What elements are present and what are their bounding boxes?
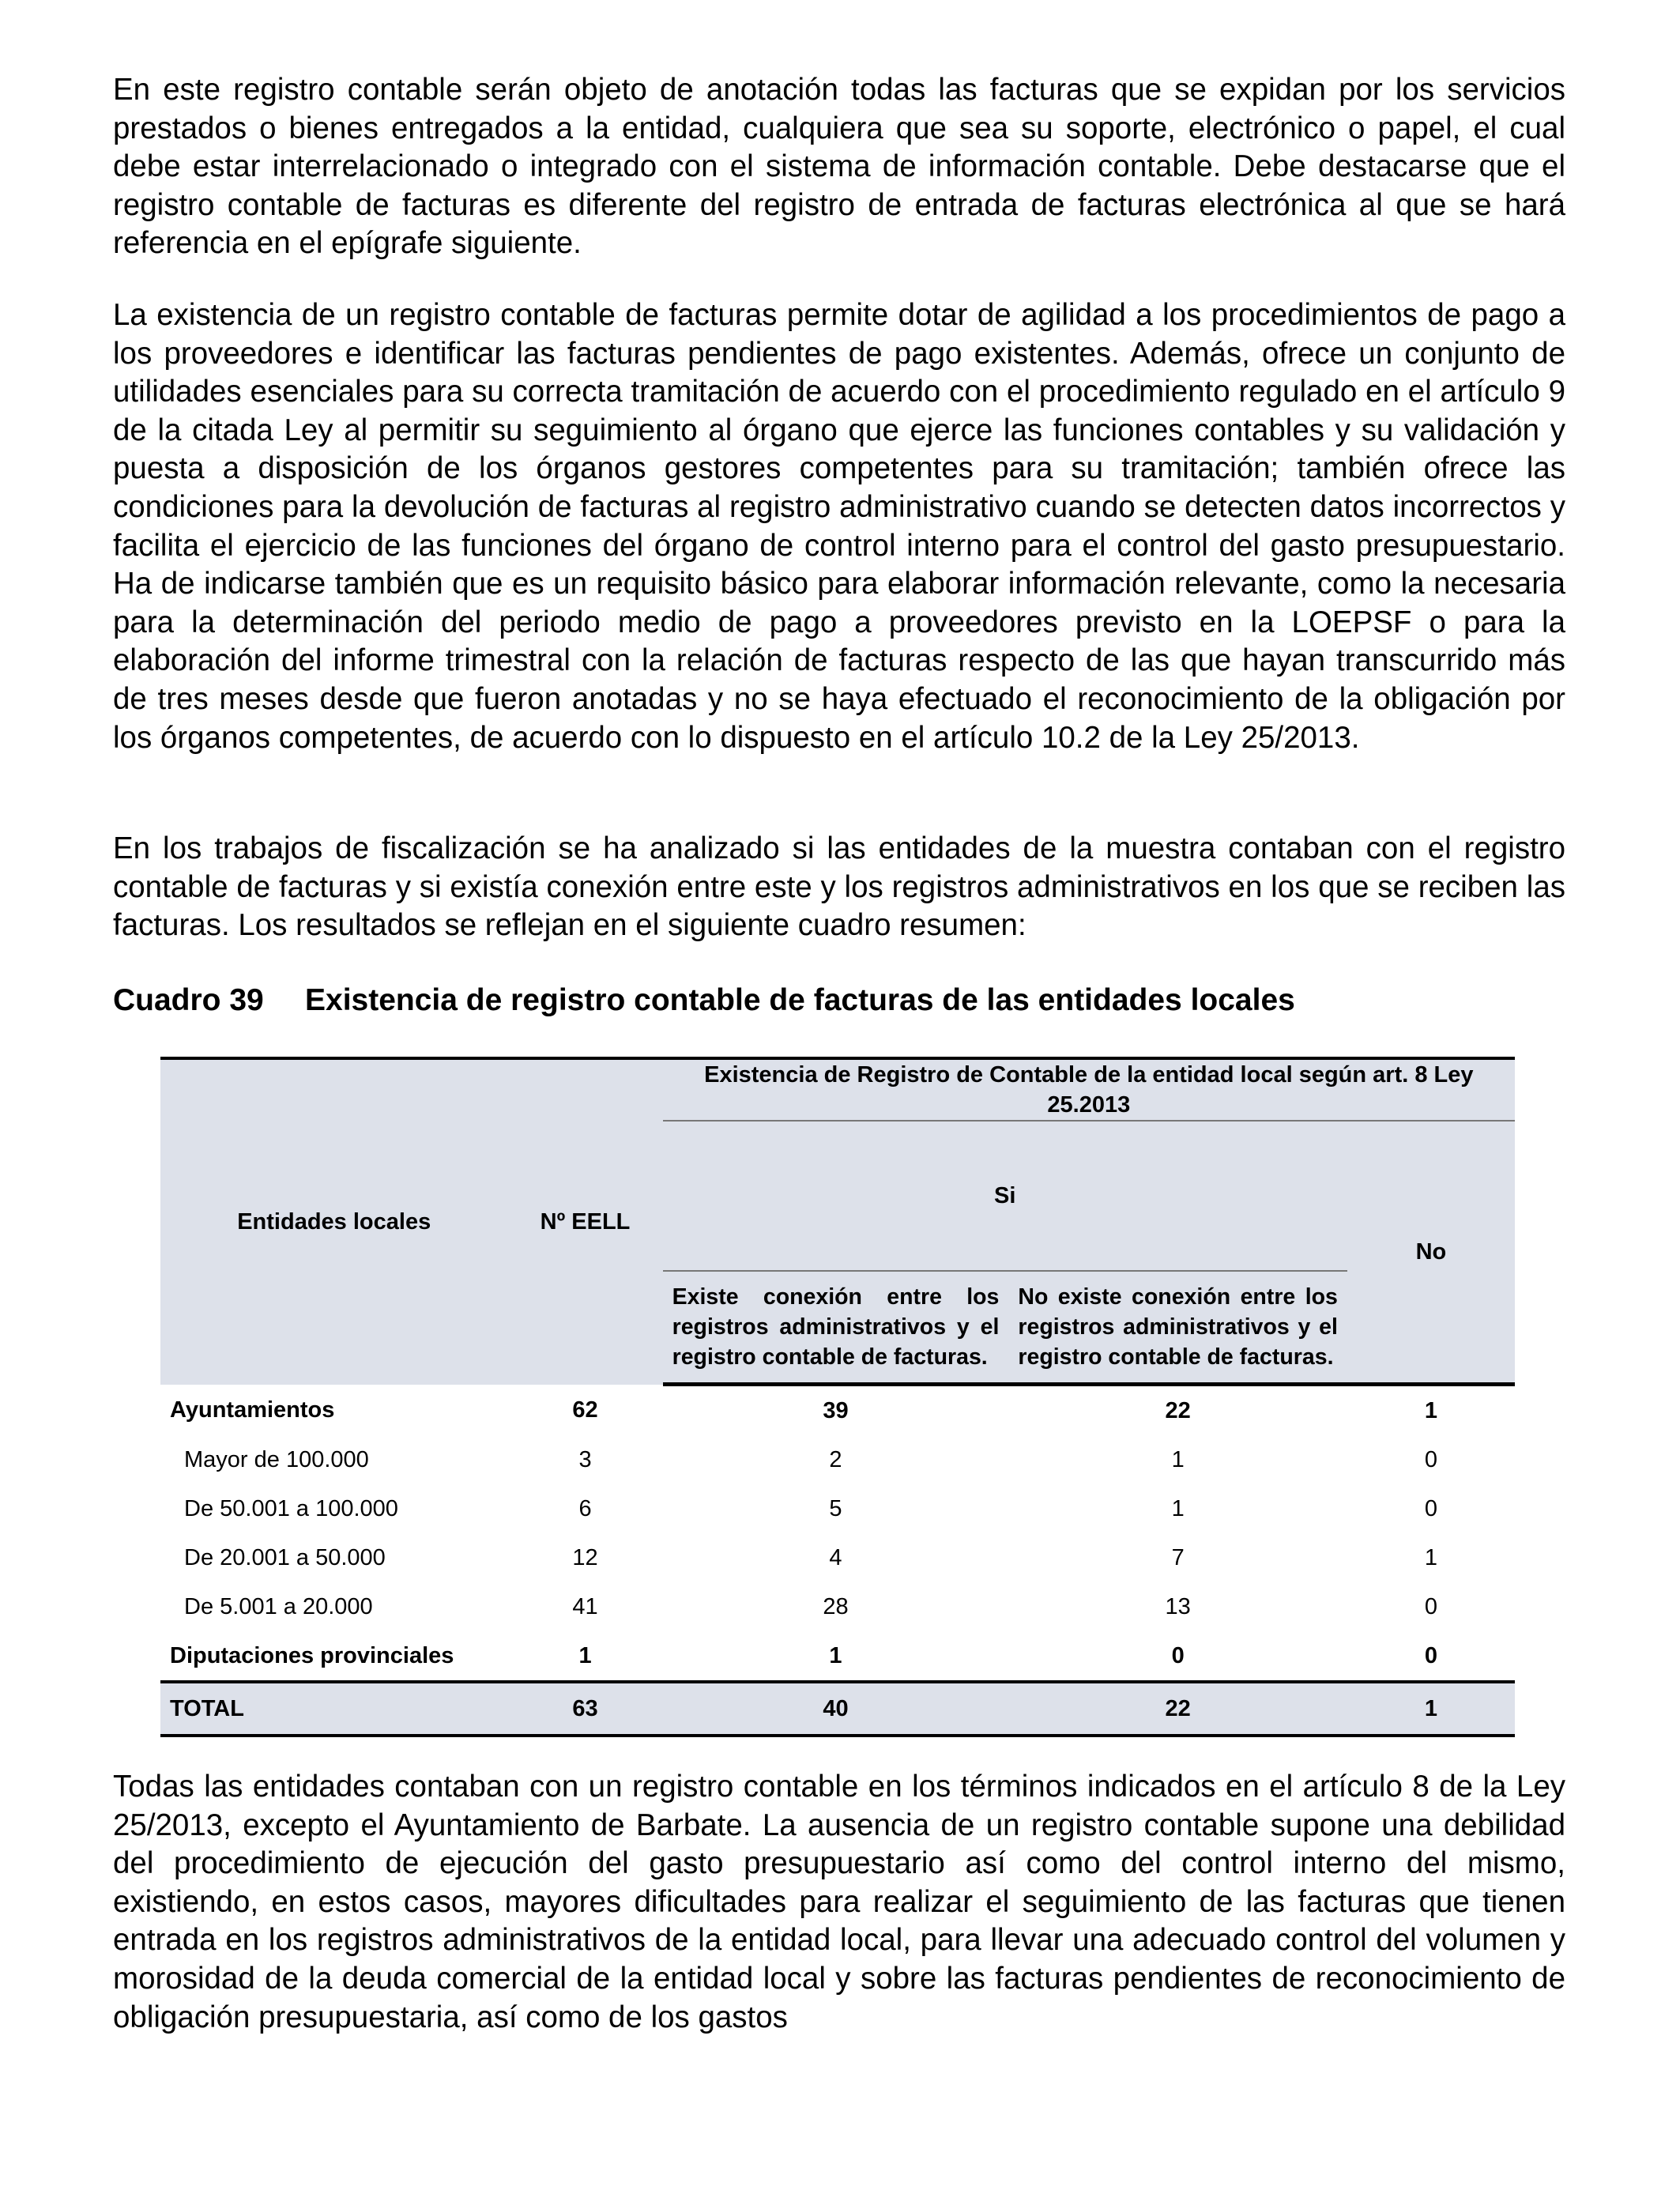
cell-n-eell: 62 <box>572 1397 598 1423</box>
total-label: TOTAL <box>160 1682 507 1736</box>
cell-sin-conexion: 1 <box>1171 1447 1185 1472</box>
cell-con-conexion: 1 <box>663 1631 1009 1682</box>
header-existencia: Existencia de Registro de Contable de la entidad local según art. 8 Ley 25.2013 <box>663 1058 1515 1121</box>
table-row <box>160 1484 1515 1533</box>
cell-no: 0 <box>1347 1631 1515 1682</box>
table-row <box>160 1582 1515 1631</box>
table-total <box>160 1682 1515 1736</box>
paragraph-existencia-registro: La existencia de un registro contable de facturas permite dotar de agilidad a los procedimientos de pago a los proveedores e identificar las facturas pendientes de pago existentes. Además, ofrece un conjunto de utilidades esenciales para su correcta tramitación de acuerdo con el procedimiento regulado en el artículo 9 de la citada Ley al permitir su seguimiento al órgano que ejerce las funciones contables y su validación y puesta a disposición de los órganos gestores competentes para su tramitación; también ofrece las condiciones para la devolución de facturas al registro administrativo cuando se detecten datos incorrectos y facilita el ejercicio de las funciones del órgano de control interno para el control del gasto presupuestario. Ha de indicarse también que es un requisito básico para elaborar información relevante, como la necesaria para la determinación del periodo medio de pago a proveedores previsto en la LOEPSF o para la elaboración del informe trimestral con la relación de facturas respecto de las que hayan transcurrido más de tres meses desde que fueron anotadas y no se haya efectuado el reconocimiento de la obligación por los órganos competentes, de acuerdo con lo dispuesto en el artículo 10.2 de la Ley 25/2013. <box>113 298 1565 755</box>
table-body <box>160 1385 1515 1683</box>
caption-number: Cuadro 39 <box>113 983 264 1017</box>
header-no: No <box>1347 1121 1515 1385</box>
total-row <box>160 1682 1515 1736</box>
cell-n-eell: 1 <box>507 1631 662 1682</box>
total-no: 1 <box>1347 1682 1515 1736</box>
cell-sin-conexion: 22 <box>1165 1398 1191 1423</box>
header-entidades: Entidades locales <box>160 1058 507 1385</box>
cell-sin-conexion: 1 <box>1171 1496 1185 1521</box>
cell-sin-conexion: 13 <box>1165 1594 1191 1619</box>
header-con-conexion: Existe conexión entre los registros administrativos y el registro contable de facturas. <box>663 1271 1009 1385</box>
paragraph-conclusion: Todas las entidades contaban con un registro contable en los términos indicados en el artículo 8 de la Ley 25/2013, excepto el Ayuntamiento de Barbate. La ausencia de un registro contable supone una debilidad del procedimiento de ejecución del gasto presupuestario así como del control interno del mismo, existiendo, en estos casos, mayores dificultades para realizar el seguimiento de las facturas que tienen entrada en los registros administrativos de la entidad local, para llevar una adecuado control del volumen y morosidad de la deuda comercial de la entidad local y sobre las facturas pendientes de reconocimiento de obligación presupuestaria, así como de los gastos <box>113 1770 1565 2034</box>
header-n-eell: Nº EELL <box>507 1058 662 1385</box>
cell-no: 1 <box>1424 1398 1438 1423</box>
table-row <box>160 1435 1515 1484</box>
cell-no: 0 <box>1424 1447 1438 1472</box>
table-row <box>160 1631 1515 1682</box>
paragraph-registro-contable: En este registro contable serán objeto de anotación todas las facturas que se expidan por los servicios prestados o bienes entregados a la entidad, cualquiera que sea su soporte, electrónico o papel, el cual debe estar interrelacionado o integrado con el sistema de información contable. Debe destacarse que el registro contable de facturas es diferente del registro de entrada de facturas electrónica al que se hará referencia en el epígrafe siguiente. <box>113 73 1565 261</box>
cell-sin-conexion: 0 <box>1008 1631 1347 1682</box>
cell-n-eell: 6 <box>578 1496 592 1521</box>
cell-no: 0 <box>1424 1594 1438 1619</box>
table-row <box>160 1385 1515 1436</box>
caption-title: Existencia de registro contable de facturas de las entidades locales <box>305 983 1295 1017</box>
header-sin-conexion: No existe conexión entre los registros administrativos y el registro contable de facturas. <box>1008 1271 1347 1385</box>
row-label: De 20.001 a 50.000 <box>184 1545 386 1570</box>
cell-con-conexion: 2 <box>829 1447 842 1472</box>
cell-n-eell: 41 <box>572 1594 598 1619</box>
cell-n-eell: 12 <box>572 1545 598 1570</box>
cell-no: 1 <box>1424 1545 1438 1570</box>
cell-con-conexion: 4 <box>829 1545 842 1570</box>
cell-no: 0 <box>1424 1496 1438 1521</box>
cell-con-conexion: 39 <box>823 1398 849 1423</box>
paragraph-trabajos-fiscalizacion: En los trabajos de fiscalización se ha analizado si las entidades de la muestra contaban con el registro contable de facturas y si existía conexión entre este y los registros administrativos en los que se reciben las facturas. Los resultados se reflejan en el siguiente cuadro resumen: <box>113 831 1565 943</box>
cell-sin-conexion: 7 <box>1171 1545 1185 1570</box>
cell-con-conexion: 5 <box>829 1496 842 1521</box>
table-row <box>160 1533 1515 1582</box>
row-label: Diputaciones provinciales <box>160 1631 507 1682</box>
cell-con-conexion: 28 <box>823 1594 849 1619</box>
table-caption <box>113 982 1295 1020</box>
row-label: Ayuntamientos <box>170 1397 335 1423</box>
row-label: Mayor de 100.000 <box>184 1447 369 1472</box>
total-n-eell: 63 <box>507 1682 662 1736</box>
total-sin-conexion: 22 <box>1008 1682 1347 1736</box>
cell-n-eell: 3 <box>578 1447 592 1472</box>
row-label: De 50.001 a 100.000 <box>184 1496 398 1521</box>
summary-table <box>160 1057 1515 1737</box>
table-header <box>160 1058 1515 1385</box>
row-label: De 5.001 a 20.000 <box>184 1594 373 1619</box>
header-si: Si <box>663 1121 1347 1271</box>
total-con-conexion: 40 <box>663 1682 1009 1736</box>
